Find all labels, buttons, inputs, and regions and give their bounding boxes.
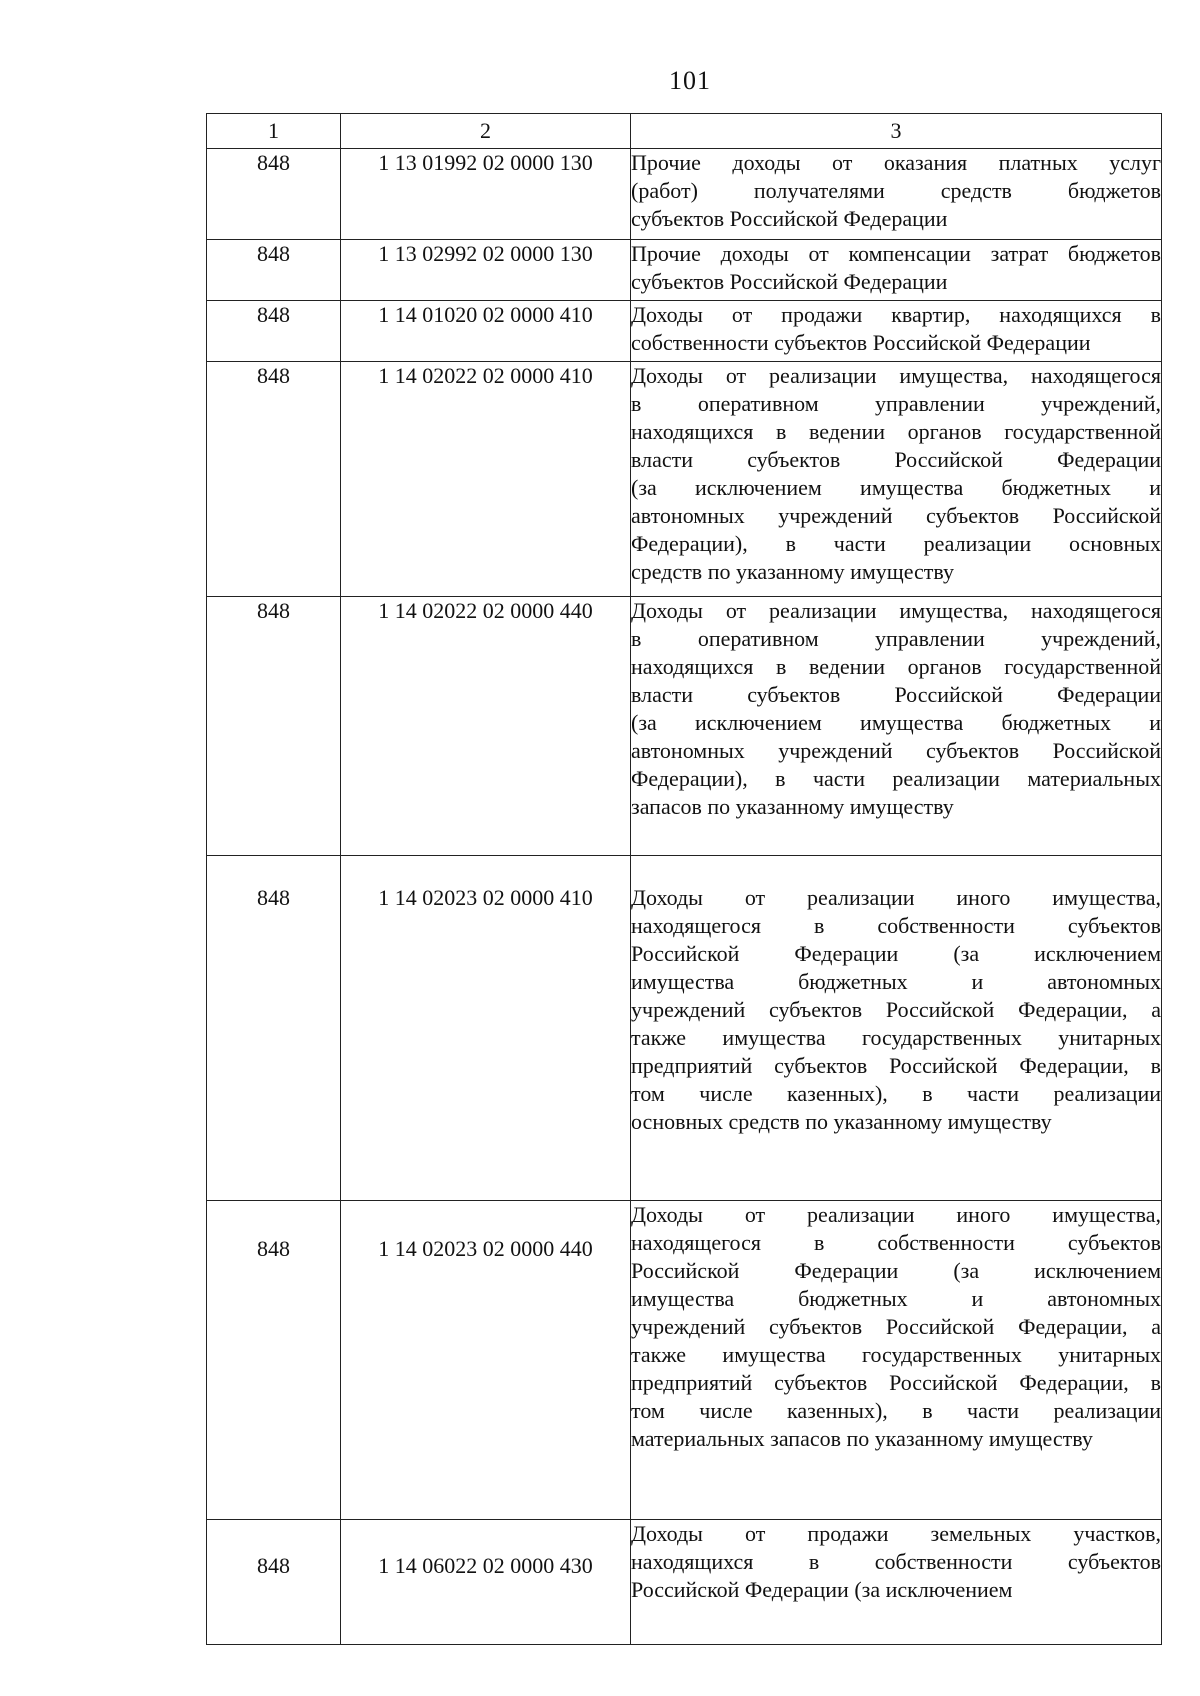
page-number: 101 xyxy=(669,66,711,95)
description-line: (работ) получателями средств бюджетов xyxy=(631,178,1161,203)
admin-code-cell: 848 xyxy=(207,301,341,362)
revenue-code-cell: 1 13 01992 02 0000 130 xyxy=(341,149,631,240)
table-body xyxy=(207,149,1162,1645)
column-header-1: 1 xyxy=(207,114,341,149)
description-line: учреждений субъектов Российской Федерации, а xyxy=(631,1314,1161,1339)
revenue-code-cell: 1 14 06022 02 0000 430 xyxy=(341,1520,631,1645)
table-row xyxy=(207,856,1162,1201)
description-line: (за исключением имущества бюджетных и xyxy=(631,710,1161,735)
description-cell xyxy=(631,856,1162,1201)
admin-code-cell: 848 xyxy=(207,597,341,856)
description-line: Доходы от продажи земельных участков, xyxy=(631,1521,1161,1546)
table-header-row xyxy=(207,114,1162,149)
description-line: предприятий субъектов Российской Федерации, в xyxy=(631,1370,1161,1395)
description-line: Доходы от реализации имущества, находящегося xyxy=(631,363,1161,388)
description-line: основных средств по указанному имуществу xyxy=(631,1109,1052,1134)
description-line: имущества бюджетных и автономных xyxy=(631,1286,1161,1311)
description-line: Прочие доходы от оказания платных услуг xyxy=(631,150,1161,175)
revenue-code-cell: 1 14 01020 02 0000 410 xyxy=(341,301,631,362)
description-line: находящихся в ведении органов государственной xyxy=(631,419,1161,444)
description-line: Доходы от реализации имущества, находящегося xyxy=(631,598,1161,623)
description-line: Российской Федерации (за исключением xyxy=(631,1258,1161,1283)
description-line: Федерации), в части реализации материальных xyxy=(631,766,1161,791)
table-row xyxy=(207,240,1162,301)
description-line: субъектов Российской Федерации xyxy=(631,206,948,231)
description-line: субъектов Российской Федерации xyxy=(631,269,948,294)
description-cell xyxy=(631,149,1162,240)
description-cell xyxy=(631,597,1162,856)
description-line: Доходы от продажи квартир, находящихся в xyxy=(631,302,1161,327)
description-line: средств по указанному имуществу xyxy=(631,559,955,584)
description-line: в оперативном управлении учреждений, xyxy=(631,391,1161,416)
description-line: автономных учреждений субъектов Российской xyxy=(631,503,1161,528)
admin-code-cell: 848 xyxy=(207,240,341,301)
description-line: (за исключением имущества бюджетных и xyxy=(631,475,1161,500)
description-line: находящегося в собственности субъектов xyxy=(631,913,1161,938)
table-row xyxy=(207,597,1162,856)
description-line: Федерации), в части реализации основных xyxy=(631,531,1161,556)
description-line: Доходы от реализации иного имущества, xyxy=(631,885,1161,910)
revenue-code-cell: 1 14 02022 02 0000 440 xyxy=(341,597,631,856)
description-line: автономных учреждений субъектов Российской xyxy=(631,738,1161,763)
description-line: материальных запасов по указанному имуществу xyxy=(631,1426,1093,1451)
description-cell xyxy=(631,1520,1162,1645)
description-line: находящегося в собственности субъектов xyxy=(631,1230,1161,1255)
description-line: в оперативном управлении учреждений, xyxy=(631,626,1161,651)
description-line: том числе казенных), в части реализации xyxy=(631,1398,1161,1423)
description-cell xyxy=(631,240,1162,301)
admin-code-cell: 848 xyxy=(207,1201,341,1520)
description-cell xyxy=(631,362,1162,597)
description-line: находящихся в ведении органов государственной xyxy=(631,654,1161,679)
table-row xyxy=(207,362,1162,597)
table-row xyxy=(207,149,1162,240)
description-line: имущества бюджетных и автономных xyxy=(631,969,1161,994)
column-header-3: 3 xyxy=(631,114,1162,149)
table-row xyxy=(207,1520,1162,1645)
table-row xyxy=(207,301,1162,362)
description-line: находящихся в собственности субъектов xyxy=(631,1549,1161,1574)
description-line: Доходы от реализации иного имущества, xyxy=(631,1202,1161,1227)
description-line: запасов по указанному имуществу xyxy=(631,794,954,819)
admin-code-cell: 848 xyxy=(207,362,341,597)
description-line: учреждений субъектов Российской Федерации, а xyxy=(631,997,1161,1022)
admin-code-cell: 848 xyxy=(207,856,341,1201)
revenue-code-cell: 1 14 02023 02 0000 440 xyxy=(341,1201,631,1520)
description-line: также имущества государственных унитарных xyxy=(631,1342,1161,1367)
description-cell xyxy=(631,1201,1162,1520)
admin-code-cell: 848 xyxy=(207,149,341,240)
description-line: Прочие доходы от компенсации затрат бюджетов xyxy=(631,241,1161,266)
description-cell xyxy=(631,301,1162,362)
description-line: собственности субъектов Российской Федерации xyxy=(631,330,1091,355)
description-line: Российской Федерации (за исключением xyxy=(631,1577,1013,1602)
revenue-code-cell: 1 13 02992 02 0000 130 xyxy=(341,240,631,301)
table-row xyxy=(207,1201,1162,1520)
description-line: власти субъектов Российской Федерации xyxy=(631,682,1161,707)
description-line: том числе казенных), в части реализации xyxy=(631,1081,1161,1106)
column-header-2: 2 xyxy=(341,114,631,149)
description-line: Российской Федерации (за исключением xyxy=(631,941,1161,966)
admin-code-cell: 848 xyxy=(207,1520,341,1645)
revenue-code-cell: 1 14 02023 02 0000 410 xyxy=(341,856,631,1201)
revenue-classification-table xyxy=(206,113,1162,1645)
revenue-code-cell: 1 14 02022 02 0000 410 xyxy=(341,362,631,597)
description-line: также имущества государственных унитарных xyxy=(631,1025,1161,1050)
description-line: власти субъектов Российской Федерации xyxy=(631,447,1161,472)
description-line: предприятий субъектов Российской Федерации, в xyxy=(631,1053,1161,1078)
